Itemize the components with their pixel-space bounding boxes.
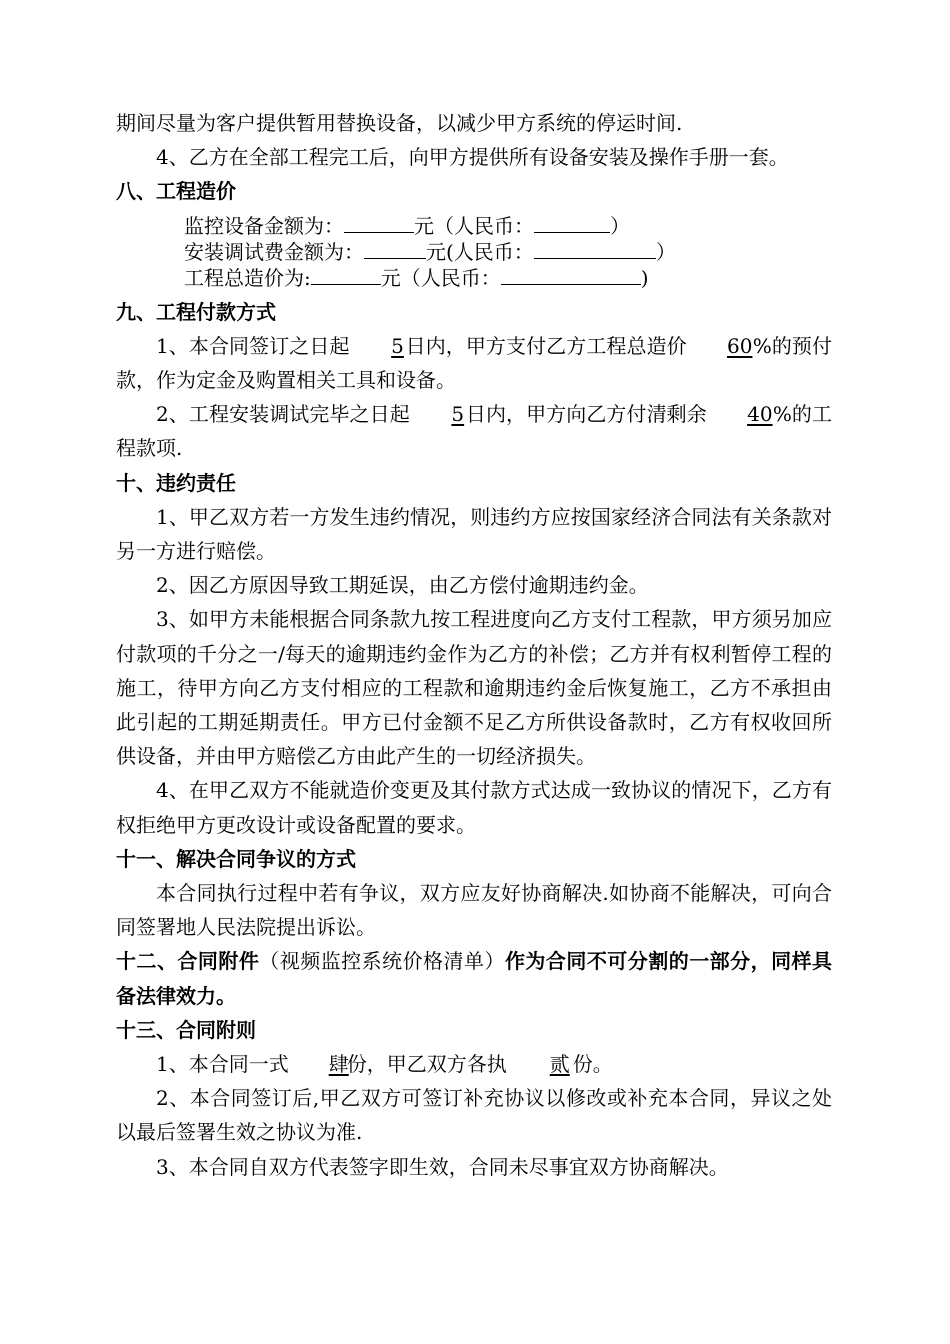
equipment-label: 监控设备金额为：: [184, 213, 344, 238]
paragraph-s10-item2: 2、因乙方原因导致工期延误，由乙方偿付逾期违约金。: [156, 573, 649, 598]
installation-rmb-blank: [534, 242, 656, 259]
installation-label: 安装调试费金额为：: [184, 239, 364, 264]
prepay-percent-field: 60: [727, 333, 753, 358]
text: 1、本合同签订之日起: [156, 333, 350, 358]
text: 份，甲乙双方各执: [346, 1052, 507, 1077]
heading-section-10: 十、违约责任: [116, 470, 236, 495]
paragraph-s13-item1: [116, 1047, 832, 1081]
price-table: [116, 209, 832, 295]
attachment-clause: 作为合同不可分割的一部分，同样具备法律效力。: [116, 949, 833, 1008]
copies-field: 肆: [328, 1052, 349, 1077]
prepay-days-field: 5: [391, 333, 404, 358]
heading-section-12: 十二、合同附件: [116, 949, 260, 974]
total-amount-blank: [311, 268, 381, 285]
balance-percent-field: 40: [747, 402, 773, 427]
price-row-total: [116, 265, 832, 291]
paragraph-s10-item3: 3、如甲方未能根据合同条款九按工程进度向乙方支付工程款，甲方须另加应付款项的千分之一/每天的逾期违约金作为乙方的补偿；乙方并有权利暂停工程的施工，待甲方向乙方支付相应的工程款和逾期违约金后恢复施工，乙方不承担由此引起的工期延期责任。甲方已付金额不足乙方所供设备款时，乙方有权收回所供设备，并由甲方赔偿乙方由此产生的一切经济损失。: [116, 607, 832, 769]
paragraph-s11-body: 本合同执行过程中若有争议，双方应友好协商解决.如协商不能解决，可向合同签署地人民法院提出诉讼。: [116, 881, 832, 940]
paragraph-s7-item4: 4、乙方在全部工程完工后，向甲方提供所有设备安装及操作手册一套。: [156, 145, 789, 170]
heading-section-13: 十三、合同附则: [116, 1017, 256, 1042]
close-paren: ）: [610, 213, 630, 238]
paragraph-s13-item3: 3、本合同自双方代表签字即生效，合同未尽事宜双方协商解决。: [156, 1154, 729, 1179]
text: %的预付款，作为定金及购置相关工具和设备。: [116, 333, 832, 393]
price-row-installation: [116, 239, 832, 265]
close-paren: ）: [655, 239, 676, 264]
heading-section-9: 九、工程付款方式: [116, 299, 276, 324]
paragraph-s10-item4: 4、在甲乙双方不能就造价变更及其付款方式达成一致协议的情况下，乙方有权拒绝甲方更改设计或设备配置的要求。: [116, 778, 832, 837]
installation-rmb-label: 元(人民币：: [426, 239, 534, 264]
attachment-name: （视频监控系统价格清单）: [259, 949, 505, 974]
text: 1、本合同一式: [156, 1052, 289, 1077]
text: 日内，甲方支付乙方工程总造价: [405, 333, 687, 358]
total-rmb-label: 元（人民币：: [380, 265, 501, 290]
installation-amount-blank: [364, 242, 426, 259]
paragraph-s10-item1: 1、甲乙双方若一方发生违约情况，则违约方应按国家经济合同法有关条款对另一方进行赔偿。: [116, 504, 832, 564]
total-label: 工程总造价为:: [184, 265, 311, 290]
contract-page: [116, 106, 832, 1184]
text: %的工程款项.: [116, 402, 832, 461]
price-row-equipment: [116, 213, 832, 239]
paragraph-s9-item1: [116, 329, 832, 397]
paragraph-section-12: [116, 944, 832, 1012]
text: 份。: [572, 1052, 613, 1077]
copies-each-field: 贰: [549, 1052, 570, 1077]
equipment-rmb-blank: [534, 216, 610, 233]
equipment-amount-blank: [344, 216, 414, 233]
balance-days-field: 5: [451, 402, 465, 427]
close-paren: ): [640, 265, 649, 290]
heading-section-11: 十一、解决合同争议的方式: [116, 846, 356, 871]
heading-section-8: 八、工程造价: [116, 179, 236, 204]
text: 2、工程安装调试完毕之日起: [156, 402, 410, 427]
text: 日内，甲方向乙方付清剩余: [465, 402, 707, 427]
paragraph-s9-item2: [116, 397, 832, 465]
total-rmb-blank: [501, 268, 641, 285]
paragraph-s7-continuation: 期间尽量为客户提供暂用替换设备，以减少甲方系统的停运时间.: [116, 111, 683, 135]
equipment-rmb-label: 元（人民币：: [414, 213, 534, 238]
paragraph-s13-item2: 2、本合同签订后,甲乙双方可签订补充协议以修改或补充本合同，异议之处以最后签署生效之协议为准.: [116, 1086, 832, 1145]
